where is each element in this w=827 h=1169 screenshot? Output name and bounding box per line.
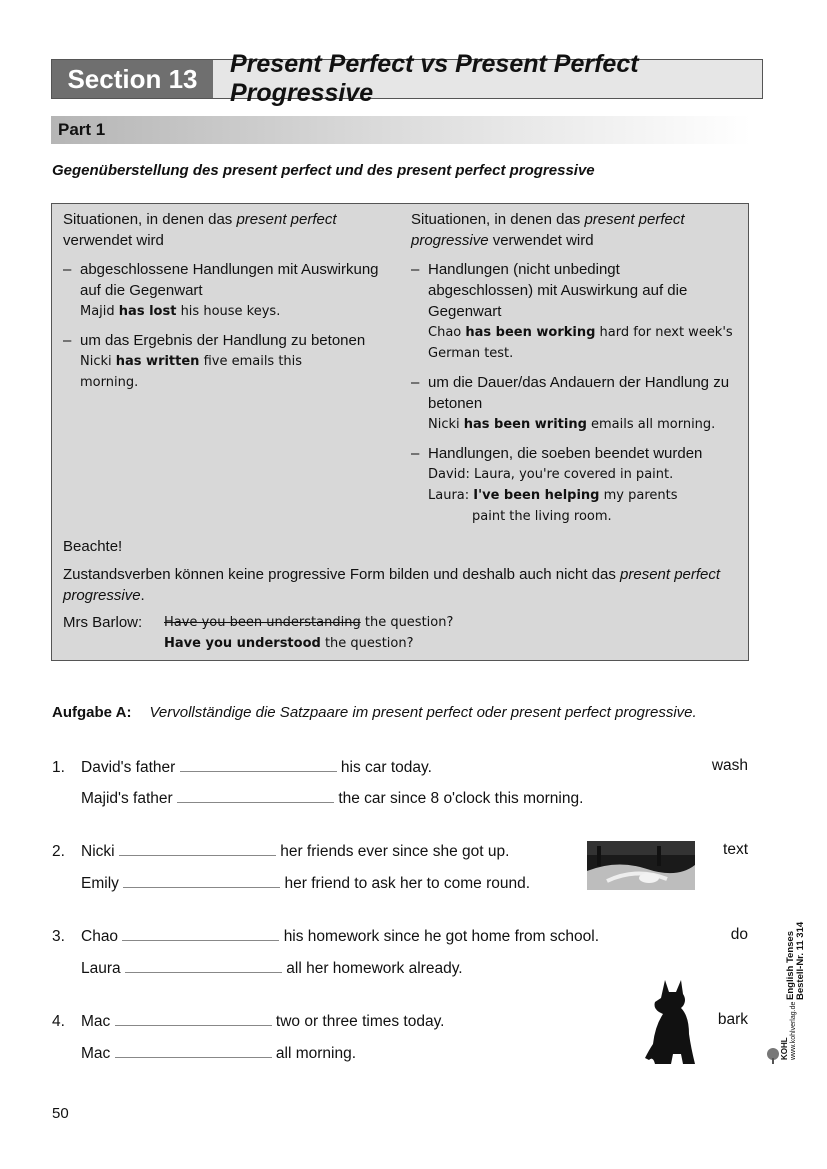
- imprint-order-number: Bestell-Nr. 11 314: [795, 921, 806, 1000]
- usage-bullet: – abgeschlossene Handlungen mit Auswirkung auf die Gegenwart Majid has lost his house keys.: [63, 259, 393, 322]
- publisher-logo: KOHL: [780, 1037, 789, 1060]
- exercise-3-line-1: 3. Chao his homework since he got home from school.: [52, 928, 600, 945]
- publisher-url: www.kohlverlag.de: [790, 1001, 797, 1060]
- publisher-imprint: [780, 920, 810, 1060]
- exercise-2-line-1: 2. Nicki her friends ever since she got up.: [52, 843, 510, 860]
- answer-blank[interactable]: [177, 788, 334, 803]
- tree-logo-icon: [764, 1046, 782, 1064]
- section-title-bar: [51, 50, 763, 107]
- answer-blank[interactable]: [180, 757, 337, 772]
- exercise-4-line-2: Mac all morning.: [81, 1045, 357, 1062]
- note-title: Beachte!: [63, 538, 123, 555]
- page-number: 50: [52, 1105, 69, 1122]
- dialogue-line: David: Laura, you're covered in paint.: [428, 467, 674, 482]
- exercise-4-line-1: 4. Mac two or three times today.: [52, 1013, 445, 1030]
- example-sentence: Nicki has been writing emails all morning.: [428, 417, 716, 432]
- exercise-2-line-2: Emily her friend to ask her to come round.: [81, 875, 531, 892]
- example-sentence: Majid has lost his house keys.: [80, 304, 281, 319]
- answer-blank[interactable]: [115, 1011, 272, 1026]
- speaker-label: Mrs Barlow:: [63, 614, 143, 631]
- correct-example: Have you understood the question?: [164, 636, 414, 651]
- subheading: Gegenüberstellung des present perfect und des present perfect progressive: [52, 162, 595, 179]
- column-heading: Situationen, in denen das present perfect progressive verwendet wird: [411, 211, 685, 249]
- imprint-title: English Tenses: [785, 931, 796, 1000]
- grammar-info-box: [51, 203, 749, 661]
- answer-blank[interactable]: [125, 958, 282, 973]
- present-perfect-progressive-column: [411, 209, 741, 527]
- exercise-1-line-1: 1. David's father his car today.: [52, 759, 432, 776]
- note-section: [63, 536, 733, 654]
- dialogue-line: Laura: I've been helping my parents: [428, 488, 678, 503]
- answer-blank[interactable]: [122, 926, 279, 941]
- task-label: Aufgabe A:: [52, 704, 132, 721]
- usage-bullet: – Handlungen, die soeben beendet wurden David: Laura, you're covered in paint. Laura: I've been helping my parents paint the living room.: [411, 443, 741, 527]
- verb-hint: bark: [717, 1011, 748, 1028]
- usage-bullet: – um die Dauer/das Andauern der Handlung zu betonen Nicki has been writing emails all morning.: [411, 372, 741, 435]
- usage-bullet: – um das Ergebnis der Handlung zu betonen Nicki has written five emails this morning.: [63, 330, 393, 393]
- wrong-example: Have you been understanding the question?: [164, 615, 454, 630]
- dog-silhouette-icon: [643, 978, 697, 1066]
- dialogue-line: paint the living room.: [472, 509, 612, 524]
- usage-bullet: – Handlungen (nicht unbedingt abgeschlossen) mit Auswirkung auf die Gegenwart Chao has been working hard for next week's German test.: [411, 259, 741, 364]
- verb-hint: wash: [711, 757, 748, 774]
- column-heading: Situationen, in denen das present perfect verwendet wird: [63, 211, 337, 249]
- note-text: Zustandsverben können keine progressive Form bilden und deshalb auch nicht das present perfect progressive.: [63, 566, 721, 604]
- answer-blank[interactable]: [123, 873, 280, 888]
- section-title: Present Perfect vs Present Perfect Progressive: [230, 50, 639, 107]
- section-number: Section 13: [52, 60, 213, 98]
- texting-photo: [587, 841, 695, 890]
- exercise-3-line-2: Laura all her homework already.: [81, 960, 463, 977]
- note-example: [63, 612, 733, 654]
- answer-blank[interactable]: [115, 1043, 272, 1058]
- example-sentence: Chao has been working hard for next week's German test.: [428, 325, 733, 361]
- verb-hint: do: [730, 926, 748, 943]
- part-heading: Part 1: [51, 116, 751, 144]
- present-perfect-column: [63, 209, 393, 393]
- exercise-1-line-2: Majid's father the car since 8 o'clock this morning.: [81, 790, 584, 807]
- example-sentence: Nicki has written five emails this morning.: [80, 354, 303, 390]
- verb-hint: text: [723, 841, 748, 858]
- task-instruction: Aufgabe A: Vervollständige die Satzpaare im present perfect oder present perfect progressive.: [52, 704, 697, 721]
- answer-blank[interactable]: [119, 841, 276, 856]
